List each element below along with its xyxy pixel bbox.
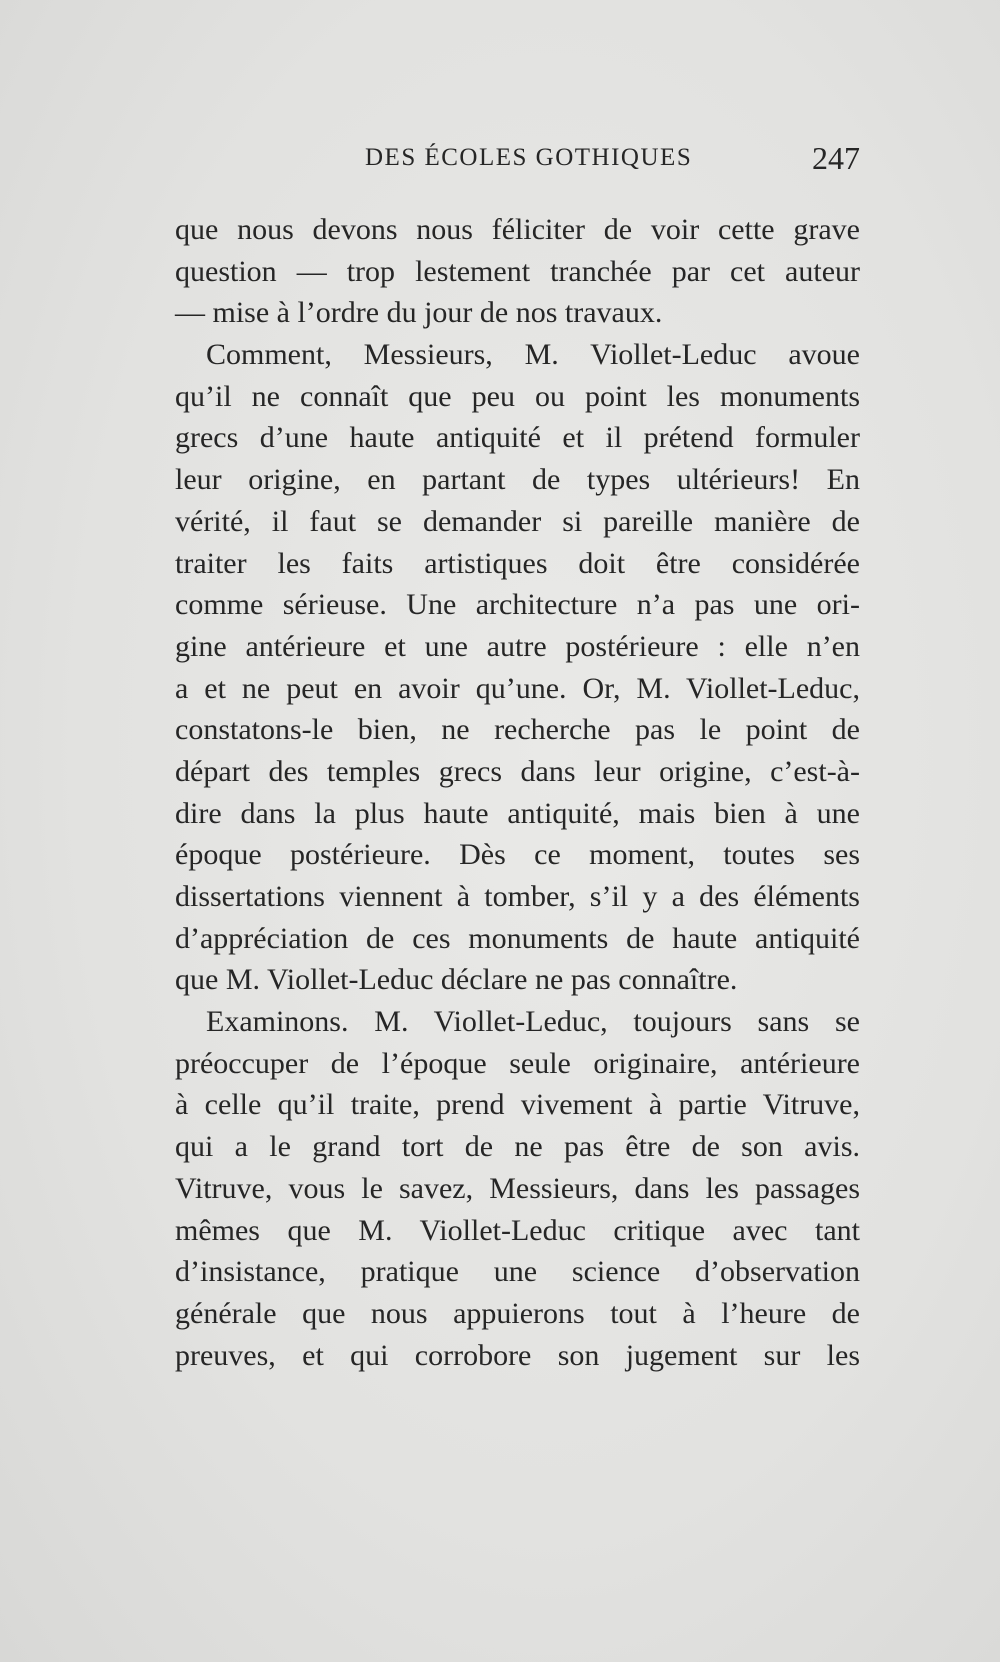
page-header	[175, 140, 860, 180]
text-line: question — trop lestement tranchée par cet auteur	[175, 254, 860, 288]
text-line: grecs d’une haute antiquité et il prétend formuler	[175, 421, 860, 455]
text-line: vérité, il faut se demander si pareille manière de	[175, 504, 860, 538]
text-line: qu’il ne connaît que peu ou point les monuments	[175, 379, 860, 413]
text-line: traiter les faits artistiques doit être considérée	[175, 546, 860, 580]
paragraph-start-line: Examinons. M. Viollet-Leduc, toujours sans se	[206, 1005, 860, 1039]
text-line: preuves, et qui corrobore son jugement sur les	[175, 1338, 860, 1372]
page-number: 247	[812, 140, 860, 176]
text-line: comme sérieuse. Une architecture n’a pas une ori-	[175, 588, 860, 622]
text-line: que M. Viollet-Leduc déclare ne pas connaître.	[175, 963, 738, 997]
text-line: qui a le grand tort de ne pas être de son avis.	[175, 1130, 860, 1164]
text-line: constatons-le bien, ne recherche pas le point de	[175, 713, 860, 747]
text-line: — mise à l’ordre du jour de nos travaux.	[175, 296, 663, 330]
text-line: mêmes que M. Viollet-Leduc critique avec tant	[175, 1213, 860, 1247]
body-text	[175, 209, 860, 1376]
text-line: époque postérieure. Dès ce moment, toutes ses	[175, 838, 860, 872]
text-line: a et ne peut en avoir qu’une. Or, M. Viollet-Leduc,	[175, 671, 860, 705]
text-line: dire dans la plus haute antiquité, mais bien à une	[175, 796, 860, 830]
text-line: Vitruve, vous le savez, Messieurs, dans les passages	[175, 1171, 860, 1205]
text-line: leur origine, en partant de types ultérieurs! En	[175, 463, 860, 497]
text-line: gine antérieure et une autre postérieure : elle n’en	[175, 629, 860, 663]
text-line: d’insistance, pratique une science d’observation	[175, 1255, 860, 1289]
running-title: DES ÉCOLES GOTHIQUES	[365, 144, 693, 171]
text-line: dissertations viennent à tomber, s’il y a des éléments	[175, 880, 860, 913]
text-line: d’appréciation de ces monuments de haute antiquité	[175, 921, 860, 955]
text-line: à celle qu’il traite, prend vivement à partie Vitruve,	[175, 1088, 860, 1122]
text-line: que nous devons nous féliciter de voir cette grave	[175, 213, 860, 246]
text-line: générale que nous appuierons tout à l’heure de	[175, 1296, 860, 1330]
text-line: départ des temples grecs dans leur origine, c’est-à-	[175, 754, 860, 788]
paragraph-start-line: Comment, Messieurs, M. Viollet-Leduc avoue	[206, 338, 860, 372]
text-line: préoccuper de l’époque seule originaire, antérieure	[175, 1046, 860, 1080]
